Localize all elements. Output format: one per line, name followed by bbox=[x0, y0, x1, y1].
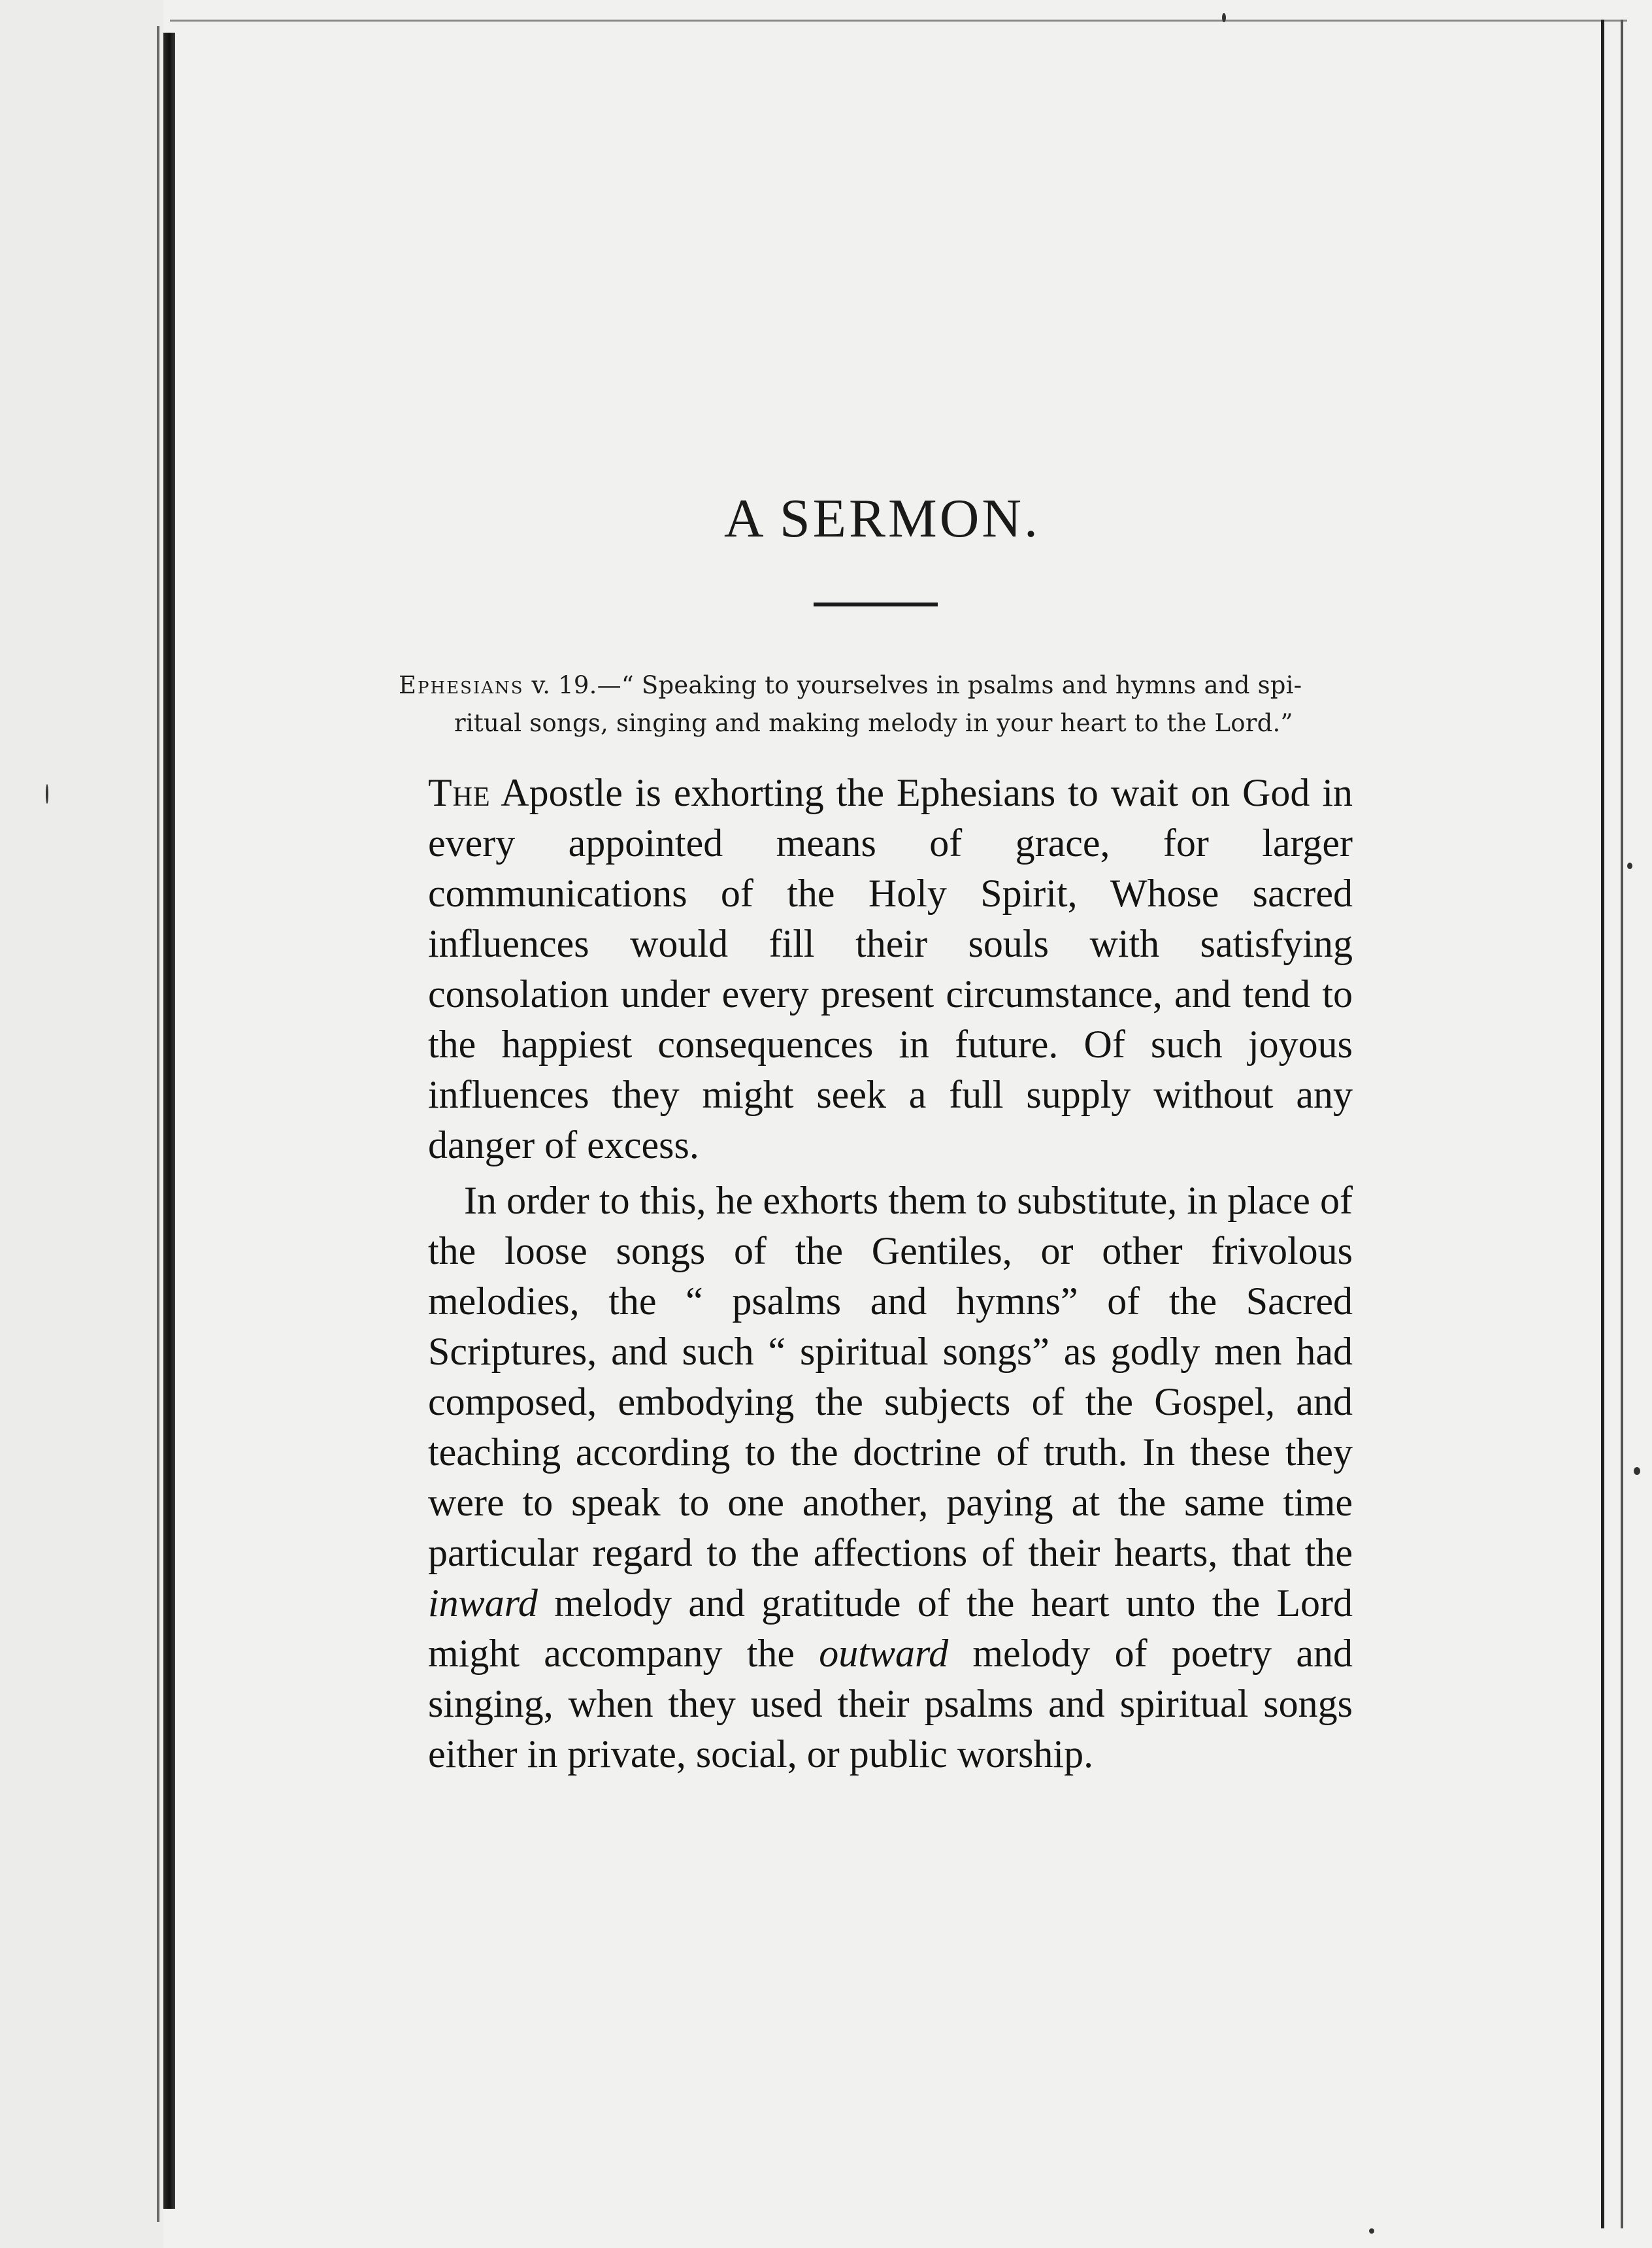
epigraph-line-2: ritual songs, singing and making melody in your heart to the Lord.” bbox=[454, 709, 1293, 737]
epigraph-reference: Ephesians bbox=[399, 671, 524, 699]
scan-speck bbox=[1222, 13, 1226, 22]
paragraph-1-text: Apostle is exhorting the Ephesians to wait on God in every appointed means of grace, for larger communications of the Holy Spirit, Whose sacred influences would fill their souls with satisfying consolation under every present circumstance, and tend to the happiest consequences in future. Of such joyous influences they might seek a full supply without any danger of excess. bbox=[428, 771, 1353, 1166]
paragraph-2-part-3: melody of poetry and singing, when they used their psalms and spiritual songs either in private, social, or public worship. bbox=[428, 1632, 1353, 1776]
page-right-edge bbox=[1601, 20, 1604, 2228]
page-top-edge bbox=[170, 20, 1627, 22]
epigraph-line-1 bbox=[399, 667, 1353, 704]
scan-speck bbox=[1369, 2228, 1374, 2234]
left-margin bbox=[0, 0, 163, 2248]
epigraph-verse: v. 19. bbox=[523, 671, 597, 699]
binding-edge bbox=[163, 33, 175, 2209]
epigraph bbox=[399, 667, 1353, 742]
paragraph-2-italic-outward: outward bbox=[819, 1632, 949, 1675]
paragraph-2-part-2: melody and gratitude of the heart unto the Lord might accompany the bbox=[428, 1581, 1353, 1675]
scan-speck bbox=[1634, 1467, 1640, 1475]
scan-speck bbox=[1627, 863, 1632, 869]
title-divider bbox=[814, 603, 938, 606]
paragraph-2 bbox=[428, 1176, 1353, 1779]
page-title: A SERMON. bbox=[723, 488, 1041, 549]
binding-edge-thin bbox=[157, 26, 159, 2222]
paragraph-1 bbox=[428, 768, 1353, 1170]
scan-speck bbox=[46, 784, 48, 804]
sermon-body bbox=[428, 768, 1353, 1779]
page-right-edge-outer bbox=[1621, 20, 1623, 2228]
paragraph-2-italic-inward: inward bbox=[428, 1581, 538, 1625]
epigraph-quote-start: —“ Speaking to yourselves in psalms and hymns and spi- bbox=[597, 671, 1302, 699]
paragraph-2-part-1: In order to this, he exhorts them to substitute, in place of the loose songs of the Gentiles, or other frivolous melodies, the “ psalms and hymns” of the Sacred Scriptures, and such “ spiritual songs” as godly men had composed, embodying the subjects of the Gospel, and teaching according to the doctrine of truth. In these they were to speak to one another, paying at the same time particular regard to the affections of their hearts, that the bbox=[428, 1179, 1353, 1574]
paragraph-1-lead: The bbox=[428, 771, 491, 814]
